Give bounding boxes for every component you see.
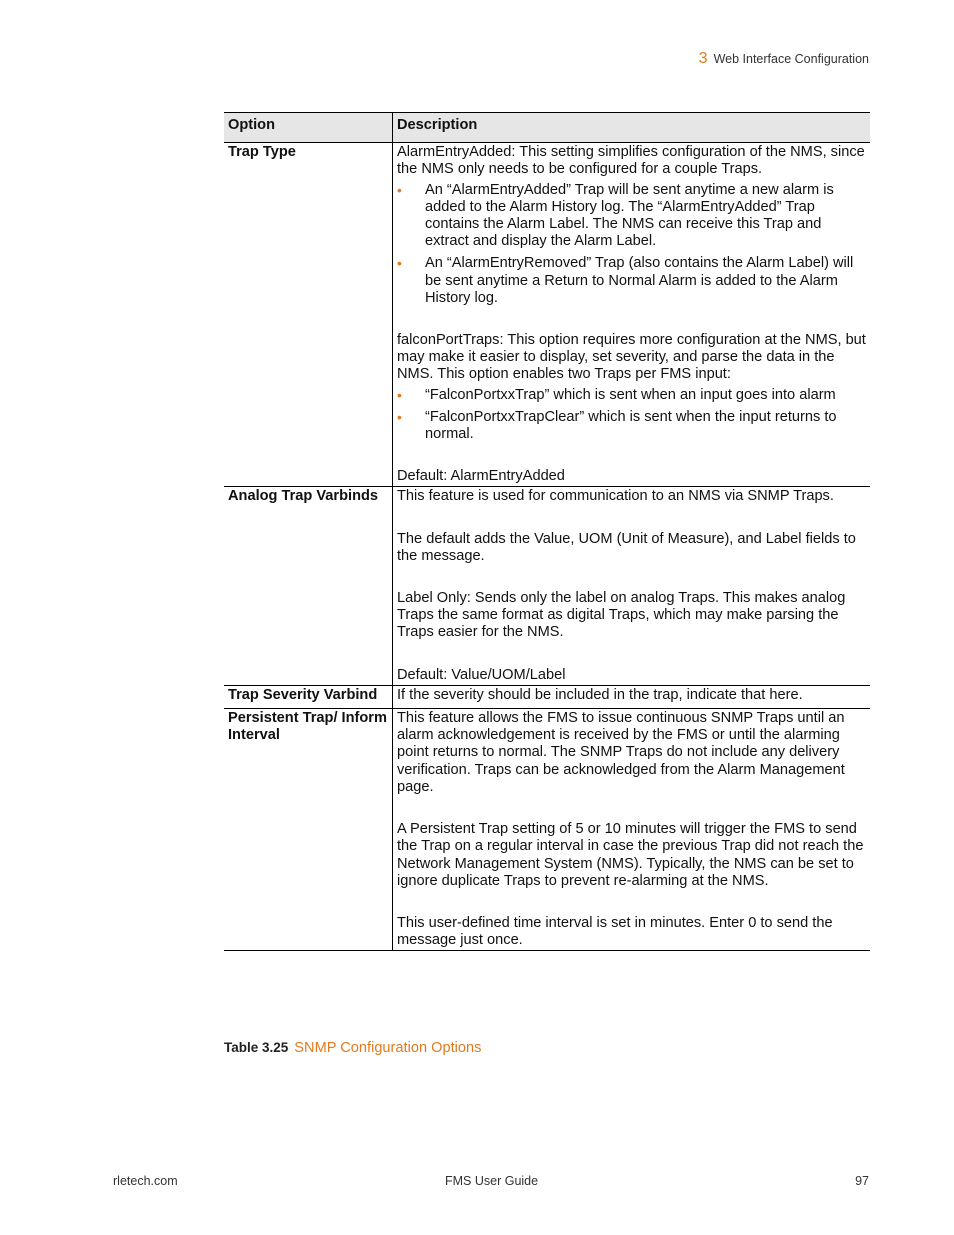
bullet-icon: • xyxy=(397,255,402,272)
table-row xyxy=(224,685,870,708)
description-paragraph: The default adds the Value, UOM (Unit of Measure), and Label fields to the message. xyxy=(397,530,856,564)
bullet-item xyxy=(397,182,866,251)
bullet-list xyxy=(397,182,866,307)
bullet-text: “FalconPortxxTrap” which is sent when an input goes into alarm xyxy=(425,386,836,403)
bullet-text: An “AlarmEntryAdded” Trap will be sent anytime a new alarm is added to the Alarm History log. The “AlarmEntryAdded” Trap contains the Alarm Label. The NMS can receive this Trap and extract and display the Alarm Label. xyxy=(425,181,834,250)
bullet-icon: • xyxy=(397,386,402,403)
table-body xyxy=(224,143,870,951)
description-cell xyxy=(393,487,871,685)
bullet-text: “FalconPortxxTrapClear” which is sent when the input returns to normal. xyxy=(425,408,837,443)
footer-doc-title: FMS User Guide xyxy=(445,1174,539,1188)
footer-website: rletech.com xyxy=(113,1174,178,1188)
chapter-number: 3 xyxy=(698,50,708,67)
option-cell: Trap Severity Varbind xyxy=(224,685,393,708)
description-cell xyxy=(393,685,871,708)
description-paragraph: Default: Value/UOM/Label xyxy=(397,666,566,683)
description-paragraph: Label Only: Sends only the label on analog Traps. This makes analog Traps the same format as digital Traps, which may make parsing the Traps easier for the NMS. xyxy=(397,590,846,641)
table-row xyxy=(224,487,870,685)
description-paragraph: If the severity should be included in the trap, indicate that here. xyxy=(397,686,803,703)
table-header-row xyxy=(224,113,870,143)
caption-number: Table 3.25 xyxy=(224,1040,289,1055)
running-header xyxy=(699,50,869,68)
bullet-icon: • xyxy=(397,408,402,425)
description-paragraph: This user-defined time interval is set in minutes. Enter 0 to send the message just once. xyxy=(397,914,833,949)
table-caption xyxy=(224,1040,481,1056)
option-cell: Trap Type xyxy=(224,143,393,487)
option-cell: Persistent Trap/ Inform Interval xyxy=(224,709,393,951)
description-paragraph: falconPortTraps: This option requires more configuration at the NMS, but may make it easier to display, set severity, and parse the data in the NMS. This option enables two Traps per FMS input: xyxy=(397,332,866,383)
footer-page-number: 97 xyxy=(855,1174,869,1188)
bullet-item xyxy=(397,255,866,307)
caption-title: SNMP Configuration Options xyxy=(294,1040,482,1056)
header-option: Option xyxy=(224,113,393,143)
bullet-icon: • xyxy=(397,181,402,198)
table-row xyxy=(224,143,870,487)
chapter-title: Web Interface Configuration xyxy=(713,52,869,66)
snmp-options-table xyxy=(224,112,870,951)
description-paragraph: A Persistent Trap setting of 5 or 10 minutes will trigger the FMS to send the Trap on a regular interval in case the previous Trap did not reach the Network Management System (NMS). Typically, the NMS can be set to ignore duplicate Traps to prevent re-alarming at the NMS. xyxy=(397,821,864,889)
description-paragraph: Default: AlarmEntryAdded xyxy=(397,468,565,485)
description-paragraph: AlarmEntryAdded: This setting simplifies configuration of the NMS, since the NMS only needs to be configured for a couple Traps. xyxy=(397,144,865,178)
description-paragraph: This feature is used for communication to an NMS via SNMP Traps. xyxy=(397,488,834,505)
bullet-item xyxy=(397,409,866,443)
bullet-item xyxy=(397,387,866,404)
description-cell xyxy=(393,709,871,951)
bullet-list xyxy=(397,387,866,444)
bullet-text: An “AlarmEntryRemoved” Trap (also contains the Alarm Label) will be sent anytime a Return to Normal Alarm is added to the Alarm History log. xyxy=(425,255,854,306)
table-row xyxy=(224,709,870,951)
description-paragraph: This feature allows the FMS to issue continuous SNMP Traps until an alarm acknowledgement is received by the FMS or until the alarming point returns to normal. The SNMP Traps do not include any delivery verification. Traps can be acknowledged from the Alarm Management page. xyxy=(397,710,845,795)
description-cell xyxy=(393,143,871,487)
header-description: Description xyxy=(393,113,871,143)
option-cell: Analog Trap Varbinds xyxy=(224,487,393,685)
